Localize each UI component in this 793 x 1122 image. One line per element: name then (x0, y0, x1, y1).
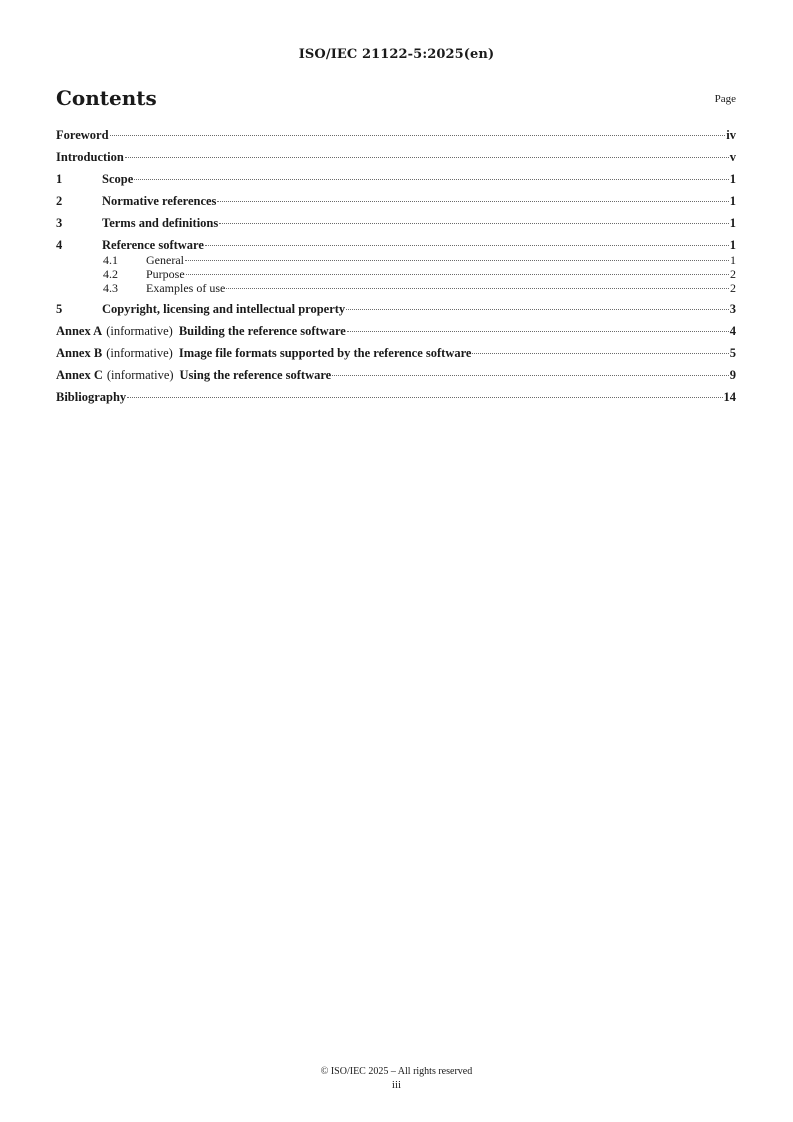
toc-page-number: iv (726, 128, 736, 142)
table-of-contents (56, 128, 736, 405)
toc-page-number: 2 (730, 281, 736, 295)
dot-leader (185, 260, 729, 261)
dot-leader (217, 201, 728, 202)
toc-entry-purpose[interactable] (56, 267, 736, 281)
toc-page-number: 1 (729, 194, 736, 208)
contents-heading: Contents (56, 86, 157, 110)
toc-entry-bibliography[interactable] (56, 390, 736, 405)
toc-entry-scope[interactable] (56, 172, 736, 187)
dot-leader (205, 245, 729, 246)
toc-entry-copyright-licensing[interactable] (56, 302, 736, 317)
toc-page-number: 3 (729, 302, 736, 316)
toc-page-number: v (729, 150, 736, 164)
annex-label: Annex B (56, 346, 103, 360)
annex-type: (informative) (106, 368, 174, 382)
page-footer (0, 1066, 793, 1091)
dot-leader (110, 135, 726, 136)
toc-entry-title: Terms and definitions (102, 216, 219, 230)
toc-subclause-number: 4.2 (103, 267, 118, 281)
document-identifier: ISO/IEC 21122-5:2025(en) (298, 47, 495, 62)
toc-entry-reference-software[interactable] (56, 238, 736, 253)
toc-entry-title: General (146, 253, 184, 267)
toc-entry-title: Normative references (102, 194, 217, 208)
toc-clause-number: 1 (56, 172, 63, 186)
toc-entry-annex-a[interactable] (56, 324, 736, 339)
toc-entry-title: Bibliography (56, 390, 127, 404)
dot-leader (332, 375, 729, 376)
toc-entry-title: Using the reference software (179, 368, 332, 382)
annex-label: Annex A (56, 324, 103, 338)
toc-page-number: 1 (729, 172, 736, 186)
toc-entry-title: Reference software (102, 238, 204, 252)
toc-entry-general[interactable] (56, 253, 736, 267)
toc-entry-foreword[interactable] (56, 128, 736, 143)
dot-leader (125, 157, 729, 158)
toc-entry-terms-definitions[interactable] (56, 216, 736, 231)
toc-entry-title: Copyright, licensing and intellectual property (102, 302, 346, 316)
toc-entry-title: Introduction (56, 150, 124, 164)
page-column-label: Page (714, 93, 736, 105)
toc-entry-title: Image file formats supported by the reference software (178, 346, 472, 360)
toc-entry-introduction[interactable] (56, 150, 736, 165)
toc-clause-number: 2 (56, 194, 63, 208)
toc-page-number: 9 (729, 368, 736, 382)
dot-leader (346, 309, 729, 310)
page-number: iii (391, 1079, 402, 1091)
toc-clause-number: 3 (56, 216, 63, 230)
dot-leader (472, 353, 728, 354)
toc-entry-annex-b[interactable] (56, 346, 736, 361)
copyright-notice: © ISO/IEC 2025 – All rights reserved (320, 1066, 473, 1077)
toc-entry-title: Foreword (56, 128, 109, 142)
toc-page-number: 4 (729, 324, 736, 338)
dot-leader (219, 223, 729, 224)
toc-page-number: 2 (730, 267, 736, 281)
toc-entry-annex-c[interactable] (56, 368, 736, 383)
dot-leader (347, 331, 729, 332)
toc-entry-normative-references[interactable] (56, 194, 736, 209)
toc-entry-title: Building the reference software (178, 324, 346, 338)
dot-leader (186, 274, 729, 275)
annex-type: (informative) (106, 324, 173, 338)
toc-entry-examples-of-use[interactable] (56, 281, 736, 295)
toc-clause-number: 5 (56, 302, 63, 316)
toc-page-number: 1 (730, 253, 736, 267)
toc-entry-title: Examples of use (146, 281, 226, 295)
dot-leader (134, 179, 729, 180)
dot-leader (127, 397, 722, 398)
toc-clause-number: 4 (56, 238, 63, 252)
toc-entry-title: Scope (102, 172, 134, 186)
toc-page-number: 1 (729, 216, 736, 230)
toc-entry-title: Purpose (146, 267, 185, 281)
toc-subclause-number: 4.1 (103, 253, 118, 267)
toc-page-number: 14 (723, 390, 736, 404)
annex-label: Annex C (56, 368, 103, 382)
toc-page-number: 5 (729, 346, 736, 360)
annex-type: (informative) (106, 346, 173, 360)
toc-page-number: 1 (729, 238, 736, 252)
dot-leader (226, 288, 729, 289)
toc-subclause-number: 4.3 (103, 281, 118, 295)
